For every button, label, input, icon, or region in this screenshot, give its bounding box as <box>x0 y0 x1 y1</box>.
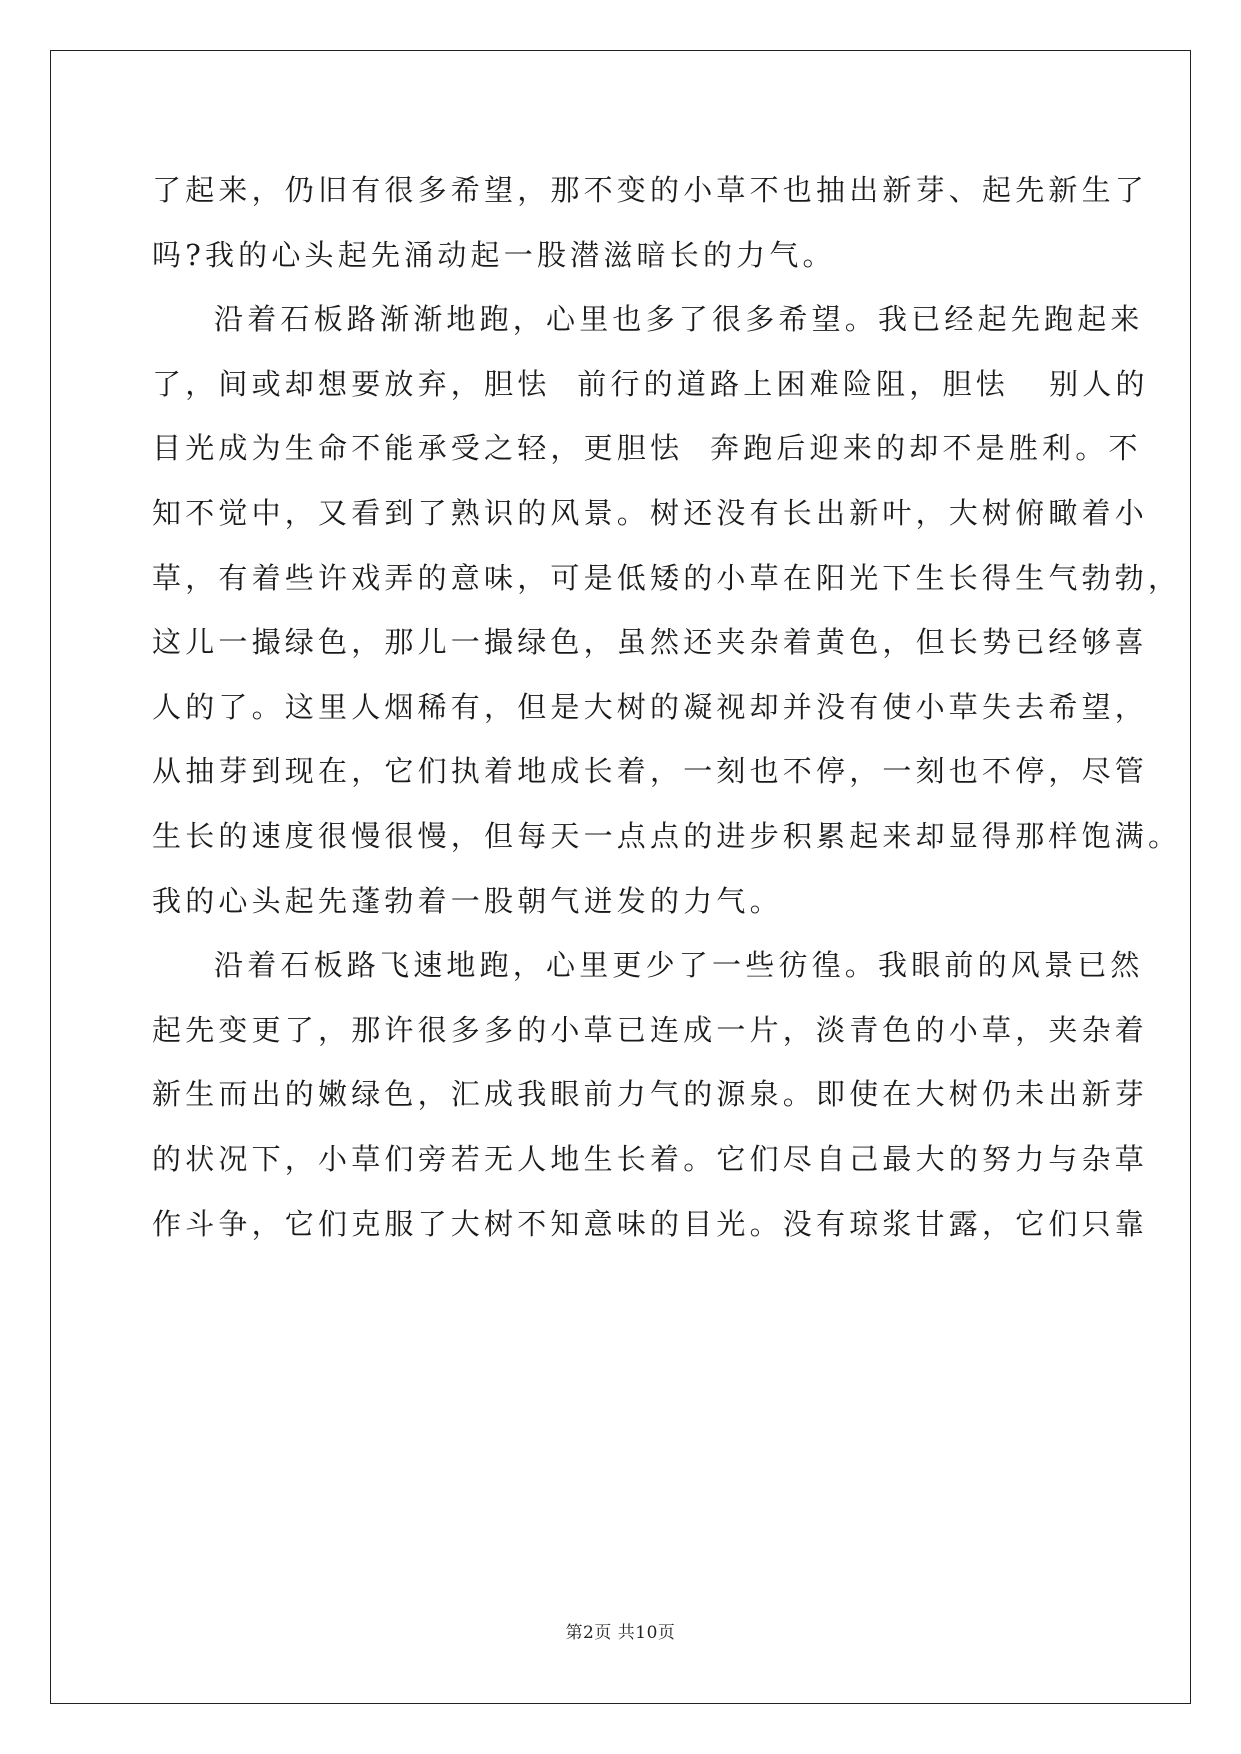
text-line: 这儿一撮绿色，那儿一撮绿色，虽然还夹杂着黄色，但长势已经够喜 <box>152 625 1149 660</box>
text-line: 知不觉中，又看到了熟识的风景。树还没有长出新叶，大树俯瞰着小 <box>152 495 1149 530</box>
text-line: 了，间或却想要放弃，胆怯 前行的道路上困难险阻，胆怯 别人的 <box>152 366 1149 401</box>
text-line: 的状况下，小草们旁若无人地生长着。它们尽自己最大的努力与杂草 <box>152 1141 1149 1176</box>
text-line: 人的了。这里人烟稀有，但是大树的凝视却并没有使小草失去希望， <box>152 689 1149 724</box>
text-line: 作斗争，它们克服了大树不知意味的目光。没有琼浆甘露，它们只靠 <box>152 1206 1149 1241</box>
paragraph-first-line: 沿着石板路渐渐地跑，心里也多了很多希望。我已经起先跑起来 <box>214 302 1144 337</box>
text-line: 了起来，仍旧有很多希望，那不变的小草不也抽出新芽、起先新生了 <box>152 173 1149 207</box>
document-body <box>152 158 1182 1256</box>
text-line: 新生而出的嫩绿色，汇成我眼前力气的源泉。即使在大树仍未出新芽 <box>152 1077 1149 1112</box>
text-line: 目光成为生命不能承受之轻，更胆怯 奔跑后迎来的却不是胜利。不 <box>152 431 1142 466</box>
page-number-footer: 第2页 共10页 <box>565 1623 676 1643</box>
text-line: 吗?我的心头起先涌动起一股潜滋暗长的力气。 <box>152 237 836 272</box>
text-line: 我的心头起先蓬勃着一股朝气迸发的力气。 <box>152 883 783 918</box>
paragraph-first-line: 沿着石板路飞速地跑，心里更少了一些彷徨。我眼前的风景已然 <box>214 948 1144 983</box>
text-line: 生长的速度很慢很慢，但每天一点点的进步积累起来却显得那样饱满。 <box>152 818 1182 853</box>
text-line: 从抽芽到现在，它们执着地成长着，一刻也不停，一刻也不停，尽管 <box>152 754 1149 789</box>
text-line: 起先变更了，那许很多多的小草已连成一片，淡青色的小草，夹杂着 <box>152 1012 1149 1047</box>
text-line: 草，有着些许戏弄的意味，可是低矮的小草在阳光下生长得生气勃勃， <box>152 560 1182 595</box>
